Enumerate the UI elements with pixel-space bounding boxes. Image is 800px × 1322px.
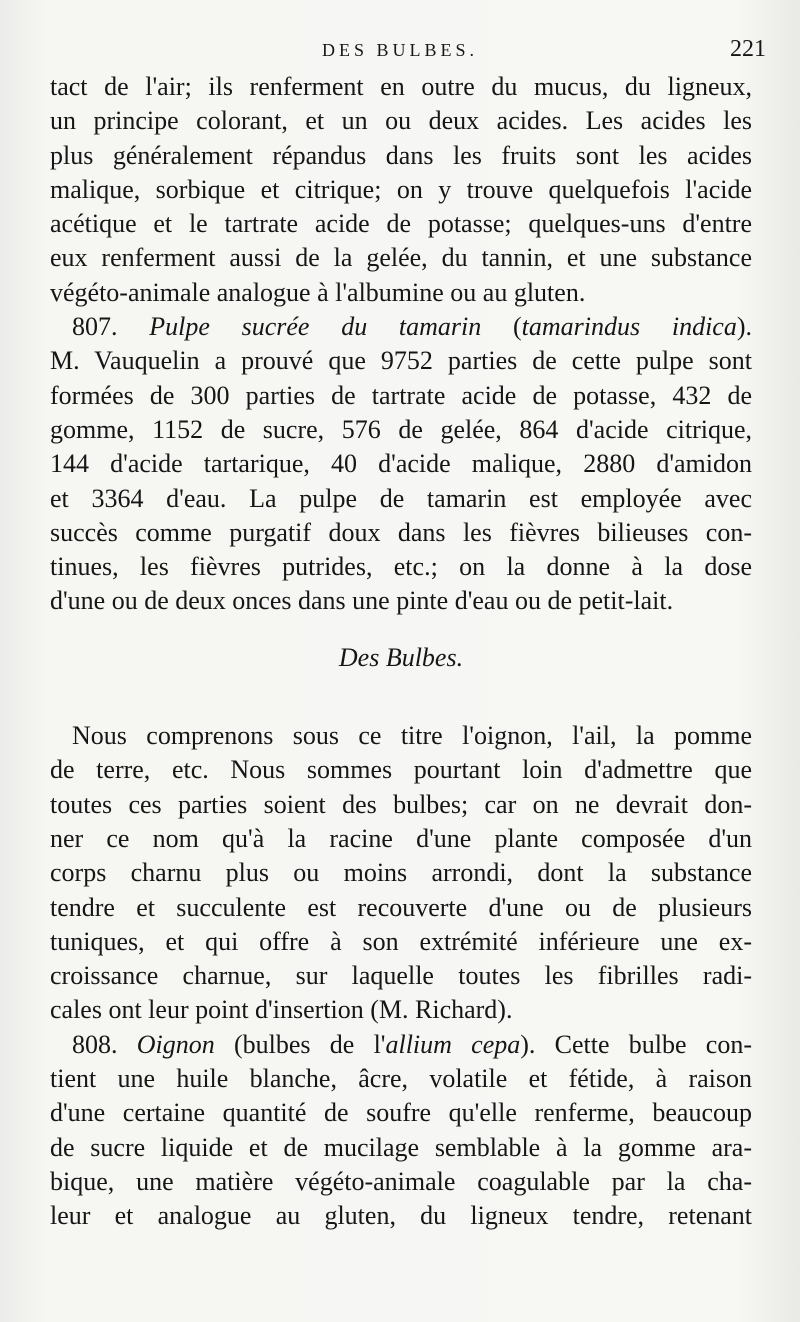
text-line: bique, une matière végéto-animale coagulable par la cha- (50, 1166, 752, 1196)
text-line: de sucre liquide et de mucilage semblable à la gomme ara- (50, 1132, 752, 1162)
text-line: tendre et succulente est recouverte d'une ou de plusieurs (50, 892, 752, 922)
text-line: végéto-animale analogue à l'albumine ou au gluten. (50, 277, 586, 307)
text-line: cales ont leur point d'insertion (M. Richard). (50, 995, 513, 1025)
text-line: croissance charnue, sur laquelle toutes les fibrilles radi- (50, 961, 752, 991)
text-fragment: ( (481, 312, 522, 342)
text-line: d'une ou de deux onces dans une pinte d'eau ou de petit-lait. (50, 586, 674, 616)
text-line: tuniques, et qui offre à son extrémité inférieure une ex- (50, 926, 752, 956)
section-heading: Des Bulbes. (338, 642, 464, 672)
text-line: leur et analogue au gluten, du ligneux tendre, retenant (50, 1201, 752, 1231)
text-line: plus généralement répandus dans les fruits sont les acides (50, 140, 752, 170)
text-line: malique, sorbique et citrique; on y trouve quelquefois l'acide (50, 174, 752, 204)
text-line: de terre, etc. Nous sommes pourtant loin d'admettre que (50, 755, 752, 785)
running-head (0, 36, 800, 72)
text-line: corps charnu plus ou moins arrondi, dont la substance (50, 858, 752, 888)
text-line: d'une certaine quantité de soufre qu'elle renferme, beaucoup (50, 1098, 752, 1128)
text-line: gomme, 1152 de sucre, 576 de gelée, 864 d'acide citrique, (50, 414, 752, 444)
text-line: formées de 300 parties de tartrate acide de potasse, 432 de (50, 380, 752, 410)
latin-name: tamarindus indica (521, 312, 737, 342)
item-title: Pulpe sucrée du tamarin (149, 312, 482, 342)
text-fragment: ). (736, 312, 753, 342)
text-line: eux renferment aussi de la gelée, du tannin, et une substance (50, 243, 752, 273)
text-line: M. Vauquelin a prouvé que 9752 parties de cette pulpe sont (50, 346, 752, 376)
section-807-heading-line (50, 310, 752, 344)
text-line: tient une huile blanche, âcre, volatile et fétide, à raison (50, 1064, 752, 1094)
text-fragment: (bulbes de l' (214, 1029, 386, 1059)
text-line: toutes ces parties soient des bulbes; car on ne devrait don- (50, 789, 752, 819)
latin-name: allium cepa (385, 1029, 521, 1059)
text-line: Nous comprenons sous ce titre l'oignon, l'ail, la pomme (72, 721, 752, 751)
body-text (50, 70, 752, 1234)
text-line: tinues, les fièvres putrides, etc.; on la donne à la dose (50, 552, 752, 582)
section-number: 807. (72, 312, 150, 342)
text-line: et 3364 d'eau. La pulpe de tamarin est employée avec (50, 483, 752, 513)
text-line: acétique et le tartrate acide de potasse; quelques-uns d'entre (50, 209, 752, 239)
text-line: un principe colorant, et un ou deux acides. Les acides les (50, 106, 752, 136)
text-line: 144 d'acide tartarique, 40 d'acide malique, 2880 d'amidon (50, 449, 752, 479)
running-title: DES BULBES. (321, 40, 479, 60)
text-line: succès comme purgatif doux dans les fièvres bilieuses con- (50, 517, 752, 547)
section-808-heading-line (50, 1028, 752, 1062)
text-line: tact de l'air; ils renferment en outre du mucus, du ligneux, (50, 72, 752, 101)
text-fragment: ). Cette bulbe con- (520, 1029, 752, 1059)
section-number: 808. (72, 1029, 137, 1059)
page-number: 221 (730, 36, 766, 62)
item-title: Oignon (136, 1029, 215, 1059)
text-line: ner ce nom qu'à la racine d'une plante composée d'un (50, 823, 752, 853)
